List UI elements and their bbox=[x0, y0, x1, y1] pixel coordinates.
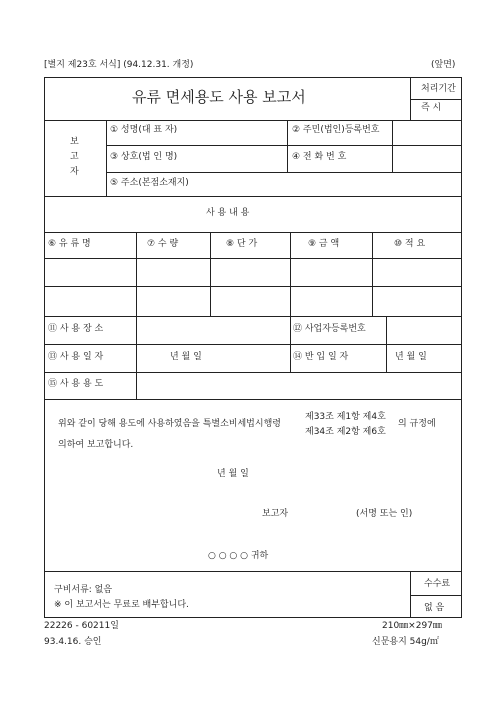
divider bbox=[106, 120, 107, 196]
divider bbox=[136, 232, 137, 372]
usage-section-title: 사 용 내 용 bbox=[206, 208, 250, 218]
divider bbox=[45, 120, 461, 121]
use-date-value: 년 월 일 bbox=[170, 352, 202, 362]
return-date-label: ⑭ 반 입 일 자 bbox=[293, 352, 349, 362]
divider bbox=[372, 232, 373, 316]
processing-period-value: 즉 시 bbox=[421, 103, 442, 113]
divider bbox=[45, 571, 461, 572]
free-distribution-note: ※ 이 보고서는 무료로 배부합니다. bbox=[54, 600, 189, 610]
addressee: ○ ○ ○ ○ 귀하 bbox=[208, 551, 269, 561]
divider bbox=[45, 196, 461, 197]
divider bbox=[45, 232, 461, 233]
divider bbox=[410, 571, 411, 617]
paper-size: 210㎜×297㎜ bbox=[382, 621, 442, 631]
reporter-group-label: 자 bbox=[70, 167, 79, 177]
divider bbox=[410, 78, 411, 120]
divider bbox=[45, 344, 461, 345]
divider bbox=[45, 258, 461, 259]
divider bbox=[410, 595, 461, 596]
reporter-group-label: 보 bbox=[70, 137, 79, 147]
divider bbox=[210, 232, 211, 316]
statement-text: 의하여 보고합니다. bbox=[58, 440, 134, 450]
divider bbox=[45, 372, 461, 373]
divider bbox=[106, 145, 461, 146]
col-quantity: ⑦ 수 량 bbox=[147, 239, 179, 249]
signature-placeholder: (서명 또는 인) bbox=[356, 509, 413, 519]
report-form bbox=[44, 77, 462, 618]
divider bbox=[106, 172, 461, 173]
processing-period-label: 처리기간 bbox=[421, 84, 456, 94]
fee-value: 없 음 bbox=[424, 603, 445, 613]
divider bbox=[392, 120, 393, 172]
report-date: 년 월 일 bbox=[217, 469, 249, 479]
reporter-signature-label: 보고자 bbox=[262, 509, 289, 519]
name-label: ① 성명(대 표 자) bbox=[110, 125, 178, 135]
paper-type: 신문용지 54g/㎡ bbox=[372, 637, 439, 647]
trade-name-label: ③ 상호(법 인 명) bbox=[110, 152, 178, 162]
col-amount: ⑨ 금 액 bbox=[308, 239, 340, 249]
col-oil-type: ⑥ 유 류 명 bbox=[48, 239, 91, 249]
address-label: ⑤ 주소(본점소재지) bbox=[110, 178, 189, 188]
divider bbox=[410, 99, 461, 100]
form-number: [별지 제23호 서식] (94.12.31. 개정) bbox=[44, 60, 194, 70]
divider bbox=[386, 316, 387, 372]
divider bbox=[290, 232, 291, 372]
page-side-label: (앞면) bbox=[431, 60, 456, 70]
resident-number-label: ② 주민(법인)등록번호 bbox=[292, 125, 380, 135]
approval-date: 93.4.16. 승인 bbox=[44, 637, 102, 647]
divider bbox=[45, 316, 461, 317]
purpose-label: ⑮ 사 용 용 도 bbox=[48, 379, 104, 389]
col-unit-price: ⑧ 단 가 bbox=[226, 239, 258, 249]
business-reg-label: ⑫ 사업자등록번호 bbox=[293, 324, 366, 334]
divider bbox=[45, 286, 461, 287]
divider bbox=[136, 372, 137, 399]
form-code: 22226 - 60211일 bbox=[44, 621, 119, 631]
col-remarks: ⑩ 적 요 bbox=[394, 239, 426, 249]
usage-place-label: ⑪ 사 용 장 소 bbox=[48, 324, 104, 334]
divider bbox=[45, 399, 461, 400]
phone-label: ④ 전 화 번 호 bbox=[292, 152, 347, 162]
fee-label: 수수료 bbox=[424, 579, 451, 589]
statement-clause: 제33조 제1항 제4호 bbox=[305, 412, 386, 422]
statement-text: 위와 같이 당해 용도에 사용하였음을 특별소비세법시행령 bbox=[58, 419, 281, 429]
statement-text: 의 규정에 bbox=[398, 419, 436, 429]
use-date-label: ⑬ 사 용 일 자 bbox=[48, 352, 104, 362]
form-title: 유류 면세용도 사용 보고서 bbox=[132, 88, 306, 106]
return-date-value: 년 월 일 bbox=[395, 352, 427, 362]
statement-clause: 제34조 제2항 제6호 bbox=[305, 427, 386, 437]
reporter-group-label: 고 bbox=[70, 152, 79, 162]
divider bbox=[287, 120, 288, 172]
required-documents: 구비서류: 없음 bbox=[54, 585, 113, 595]
